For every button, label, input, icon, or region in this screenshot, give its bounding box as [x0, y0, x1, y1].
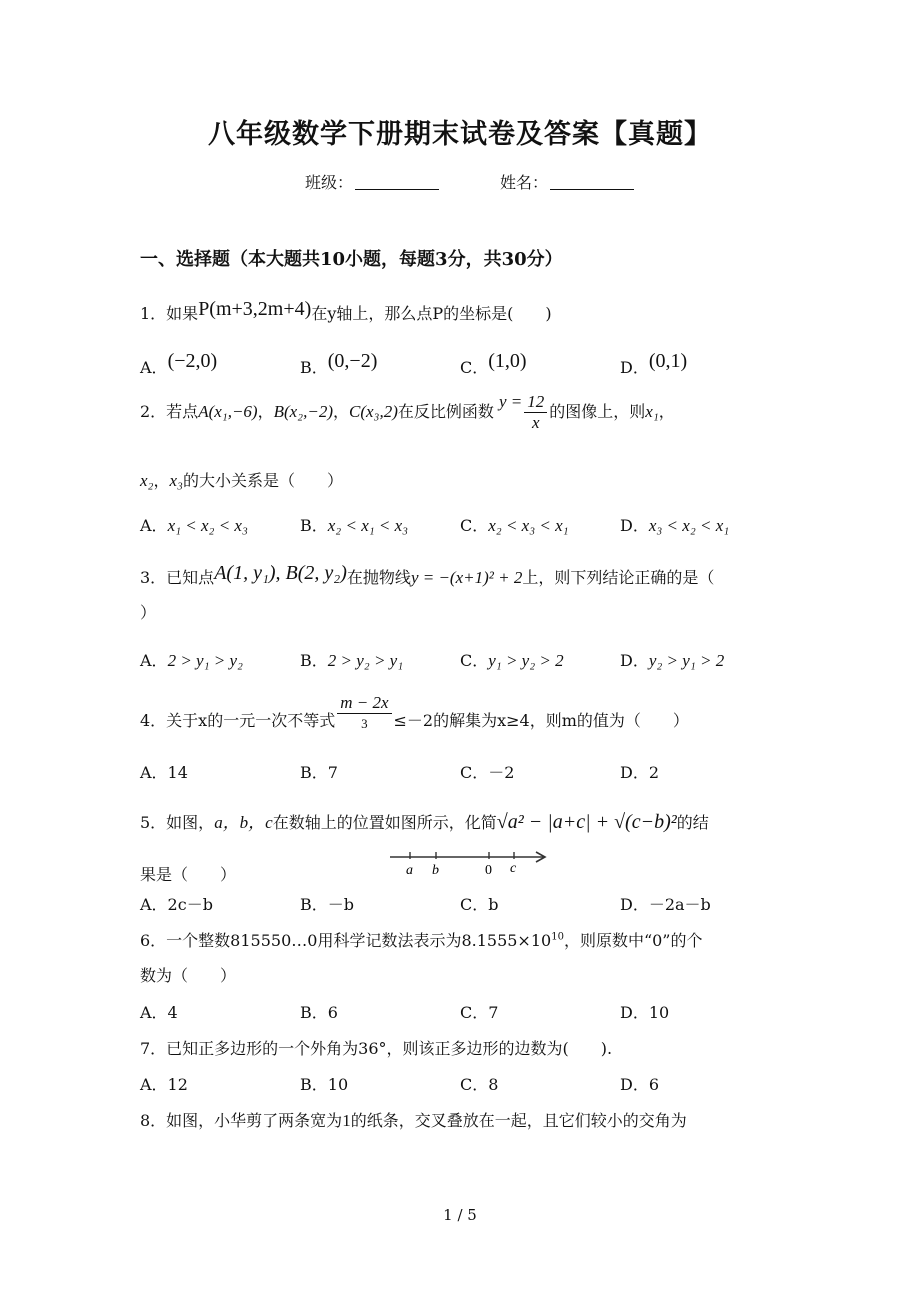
- q4-option-b[interactable]: B．7: [300, 763, 338, 782]
- q3-option-b[interactable]: B．2 > y₂ > y₁: [300, 651, 404, 670]
- question-3-line2: ）: [140, 603, 157, 622]
- q7-option-d[interactable]: D．6: [620, 1075, 660, 1094]
- q7-option-a[interactable]: A．12: [140, 1075, 188, 1094]
- q2-option-d[interactable]: D．x₃ < x₂ < x₁: [620, 516, 730, 535]
- question-6-line2: 数为（ ）: [140, 966, 237, 985]
- axis-label-b: b: [432, 863, 439, 878]
- q4-fraction: $\frac{m - 2x}{3}$: [337, 693, 391, 734]
- name-blank[interactable]: [550, 175, 634, 190]
- question-3: 3．已知点A(1, y₁), B(2, y₂)在抛物线y = −(x+1)² + 2上，则下列结论正确的是（: [140, 562, 715, 587]
- q3-option-c[interactable]: C．y₁ > y₂ > 2: [460, 651, 564, 670]
- name-field[interactable]: [500, 170, 634, 193]
- q1-option-b[interactable]: B．(0,−2): [300, 350, 378, 377]
- q6-option-c[interactable]: C．7: [460, 1003, 499, 1022]
- question-5: 5．如图，a，b，c在数轴上的位置如图所示，化简√a² − |a+c| + √(c−b)²的结: [140, 811, 709, 833]
- q1-option-d[interactable]: D．(0,1): [620, 350, 688, 377]
- question-4: 4．关于x的一元一次不等式 $\frac{m - 2x}{3}$ ≤－2的解集为x≥4，则m的值为（ ）: [140, 693, 689, 734]
- q2-option-b[interactable]: B．x₂ < x₁ < x₃: [300, 516, 409, 535]
- question-6: 6．一个整数815550…0用科学记数法表示为$8.1555\times 10^{10}$，则原数中“0”的个: [140, 931, 703, 950]
- question-5-line2: 果是（ ）: [140, 865, 237, 884]
- question-1: 1．如果P(m+3,2m+4)在y轴上，那么点P的坐标是( ): [140, 298, 552, 323]
- q1-option-c[interactable]: C．(1,0): [460, 350, 527, 377]
- q2-option-a[interactable]: A．x₁ < x₂ < x₃: [140, 516, 248, 535]
- q1-option-a[interactable]: A．(−2,0): [140, 350, 218, 377]
- q5-option-a[interactable]: A．2c－b: [140, 895, 213, 914]
- page-number: 1 / 5: [443, 1206, 477, 1224]
- number-line-figure: [388, 844, 550, 878]
- name-label: 姓名：: [500, 173, 549, 192]
- q6-option-b[interactable]: B．6: [300, 1003, 338, 1022]
- page-title: 八年级数学下册期末试卷及答案【真题】: [208, 119, 712, 150]
- question-2-line2: x₂，x₃的大小关系是（ ）: [140, 471, 343, 490]
- q7-option-b[interactable]: B．10: [300, 1075, 349, 1094]
- axis-label-0: 0: [485, 863, 492, 878]
- q1-expr: P(m+3,2m+4): [198, 298, 312, 320]
- q6-option-a[interactable]: A．4: [140, 1003, 178, 1022]
- question-8: 8．如图，小华剪了两条宽为1的纸条，交叉叠放在一起，且它们较小的交角为: [140, 1111, 687, 1130]
- q5-option-b[interactable]: B．－b: [300, 895, 355, 914]
- q6-option-d[interactable]: D．10: [620, 1003, 670, 1022]
- q4-option-d[interactable]: D．2: [620, 763, 660, 782]
- q2-fraction: $\frac{12}{x}$: [524, 392, 547, 433]
- q2-option-c[interactable]: C．x₂ < x₃ < x₁: [460, 516, 569, 535]
- class-label: 班级：: [305, 173, 354, 192]
- axis-label-c: c: [510, 861, 517, 876]
- q7-option-c[interactable]: C．8: [460, 1075, 499, 1094]
- q5-option-c[interactable]: C．b: [460, 895, 499, 914]
- question-2: 2．若点A(x₁,−6)，B(x₂,−2)，C(x₃,2)在反比例函数 y = $\frac{12}{x}$ 的图像上，则x₁，: [140, 392, 675, 432]
- q3-option-a[interactable]: A．2 > y₁ > y₂: [140, 651, 243, 670]
- class-field[interactable]: [305, 170, 439, 193]
- section-heading: 一、选择题（本大题共10小题，每题3分，共30分）: [140, 249, 563, 270]
- q5-expr: √a² − |a+c| + √(c−b)²: [496, 811, 677, 833]
- q3-option-d[interactable]: D．y₂ > y₁ > 2: [620, 651, 725, 670]
- question-7: 7．已知正多边形的一个外角为36°，则该正多边形的边数为( ).: [140, 1039, 613, 1058]
- q4-option-c[interactable]: C．－2: [460, 763, 515, 782]
- q4-option-a[interactable]: A．14: [140, 763, 188, 782]
- q5-option-d[interactable]: D．－2a－b: [620, 895, 711, 914]
- axis-label-a: a: [406, 863, 413, 878]
- class-blank[interactable]: [355, 175, 439, 190]
